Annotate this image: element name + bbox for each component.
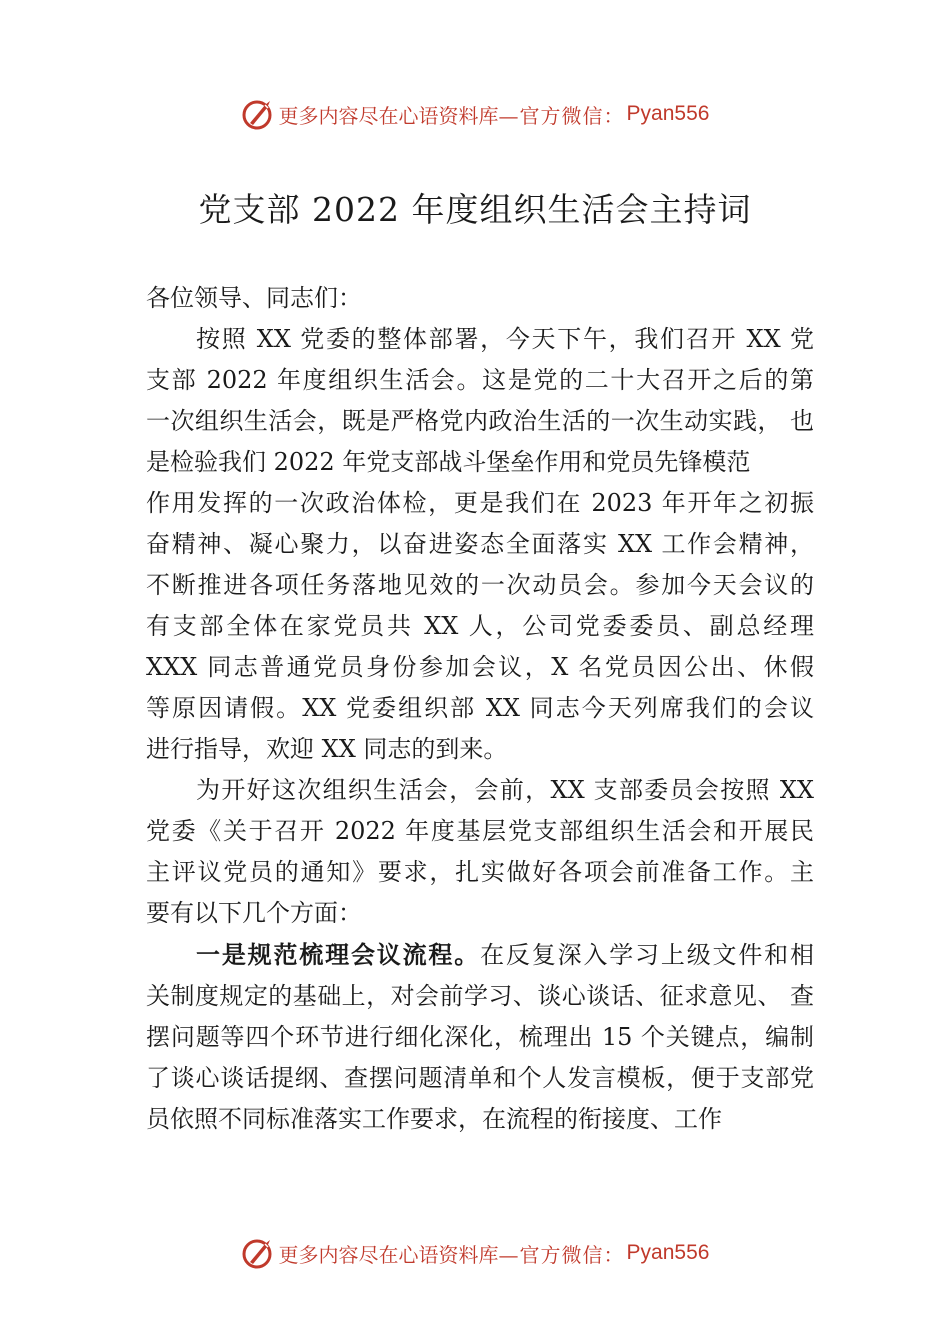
paragraph-line: 主评议党员的通知》要求，扎实做好各项会前准备工作。主 [146,858,814,886]
greeting: 各位领导、同志们： [146,284,362,312]
banner-wechat-id: Pyan556 [626,102,710,125]
paragraph-2 [146,770,814,934]
banner-wechat-id: Pyan556 [626,1241,710,1264]
paragraph-1 [146,319,814,770]
paragraph-line: 是检验我们 2022 年党支部战斗堡垒作用和党员先锋模范 [146,448,751,476]
paragraph-line: 有支部全体在家党员共 XX 人，公司党委委员、副总经理 [146,612,814,640]
section-heading: 一是规范梳理会议流程。 [196,940,481,969]
paragraph-line: 要有以下几个方面： [146,899,362,927]
paragraph-line: 一次组织生活会，既是严格党内政治生活的一次生动实践， 也 [146,407,814,435]
banner-main-text: 更多内容尽在心语资料库 [278,1242,499,1267]
header-banner [0,94,950,134]
pen-logo-icon [241,1236,275,1270]
page-title: 党支部 2022 年度组织生活会主持词 [198,190,752,229]
paragraph-line: 摆问题等四个环节进行细化深化，梳理出 15 个关键点，编制 [146,1023,814,1051]
footer-banner [0,1233,950,1273]
paragraph-line: 不断推进各项任务落地见效的一次动员会。参加今天会议的 [146,571,814,599]
paragraph-line: 等原因请假。XX 党委组织部 XX 同志今天列席我们的会议 [146,694,814,722]
paragraph-line: XXX 同志普通党员身份参加会议，X 名党员因公出、休假 [146,653,814,681]
banner-wechat-label: —官方微信： [498,103,625,128]
paragraph-line: 党委《关于召开 2022 年度基层党支部组织生活会和开展民 [146,817,814,845]
paragraph-line: 了谈心谈话提纲、查摆问题清单和个人发言模板，便于支部党 [146,1064,814,1092]
paragraph-3 [146,934,814,1140]
paragraph-line: 支部 2022 年度组织生活会。这是党的二十大召开之后的第 [146,366,814,394]
pen-logo-icon [241,97,275,131]
paragraph-text: 在反复深入学习上级文件和相 [480,941,815,969]
paragraph-line: 为开好这次组织生活会，会前，XX 支部委员会按照 XX [196,776,814,804]
banner-wechat-label: —官方微信： [498,1242,625,1267]
paragraph-line: 员依照不同标准落实工作要求，在流程的衔接度、工作 [146,1105,722,1133]
paragraph-line: 奋精神、凝心聚力，以奋进姿态全面落实 XX 工作会精神， [146,530,814,558]
paragraph-line: 按照 XX 党委的整体部署，今天下午，我们召开 XX 党 [196,325,814,353]
banner-main-text: 更多内容尽在心语资料库 [278,103,499,128]
paragraph-line [146,934,814,976]
paragraph-line: 进行指导，欢迎 XX 同志的到来。 [146,735,508,763]
paragraph-line: 作用发挥的一次政治体检，更是我们在 2023 年开年之初振 [146,489,814,517]
document-body [146,278,814,1140]
paragraph-line: 关制度规定的基础上，对会前学习、谈心谈话、征求意见、 查 [146,982,814,1010]
